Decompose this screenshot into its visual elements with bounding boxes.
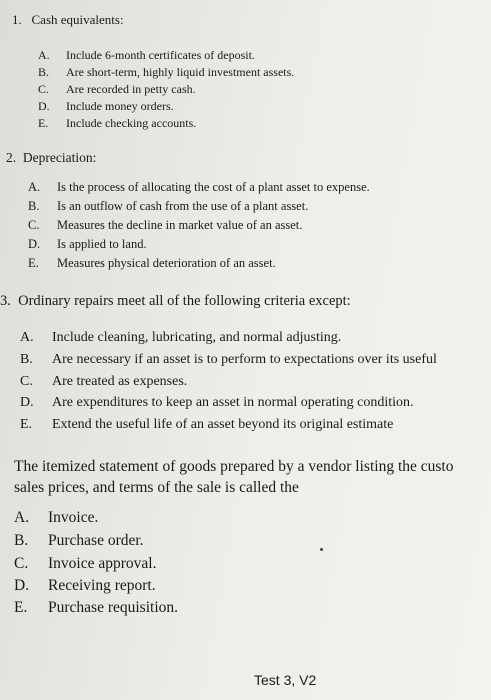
option-e [28,256,276,271]
option-a [38,48,255,63]
option-letter: A. [14,509,30,526]
option-letter: E. [38,116,49,130]
question-number: 2. [6,150,17,165]
option-letter: D. [38,99,50,113]
option-d [38,99,174,114]
option-text: Receiving report. [48,577,156,594]
option-text: Include money orders. [66,99,174,113]
option-a [14,509,98,527]
option-e [20,417,393,433]
question-prompt: Depreciation: [22,150,97,165]
option-text: Invoice approval. [48,555,157,572]
option-text: Purchase requisition. [48,599,179,616]
option-b [20,352,437,368]
question-4-prompt [14,456,453,498]
option-text: Include 6-month certificates of deposit. [66,48,255,62]
option-c [38,82,196,97]
question-3-title [0,293,351,310]
option-letter: B. [20,352,33,367]
question-2-title [6,150,96,166]
option-d [20,395,414,411]
option-text: Measures the decline in market value of an asset. [57,218,303,232]
option-text: Purchase order. [48,532,144,549]
option-letter: D. [28,237,41,251]
option-text: Is an outflow of cash from the use of a plant asset. [57,199,309,213]
option-letter: C. [38,82,50,96]
option-text: Is applied to land. [57,237,147,251]
option-text: Include cleaning, lubricating, and normal adjusting. [52,330,342,345]
option-e [38,116,196,131]
option-c [28,218,302,233]
question-1-title [12,12,124,28]
option-a [20,330,341,346]
option-letter: D. [14,577,30,594]
option-b [14,532,144,550]
option-text: Are necessary if an asset is to perform to expectations over its useful [52,352,437,367]
question-number: 3. [0,293,11,309]
option-d [28,237,147,252]
option-e [14,599,178,617]
option-letter: C. [14,555,29,572]
option-text: Are treated as expenses. [52,374,188,389]
option-text: Invoice. [48,509,99,526]
question-number: 1. [12,12,22,27]
option-letter: E. [28,256,39,270]
option-letter: E. [14,599,28,616]
option-letter: A. [38,48,50,62]
option-letter: A. [20,330,34,345]
option-d [14,577,156,595]
option-text: Include checking accounts. [66,116,197,130]
option-text: Are short-term, highly liquid investment assets. [66,65,295,79]
option-text: Extend the useful life of an asset beyond its original estimate [52,417,394,432]
option-letter: E. [20,417,33,432]
ink-speck [320,548,323,551]
question-prompt: Ordinary repairs meet all of the following criteria except: [18,293,351,309]
question-prompt: Cash equivalents: [31,12,124,27]
question-prompt-line2: sales prices, and terms of the sale is called the [14,479,299,496]
option-text: Is the process of allocating the cost of a plant asset to expense. [57,180,370,194]
option-text: Are expenditures to keep an asset in normal operating condition. [52,395,414,410]
option-letter: A. [28,180,41,194]
option-letter: C. [28,218,40,232]
option-text: Are recorded in petty cash. [66,82,196,96]
option-letter: D. [20,395,34,410]
test-version-footer: Test 3, V2 [254,672,317,688]
option-a [28,180,370,195]
option-text: Measures physical deterioration of an asset. [57,256,276,270]
option-letter: B. [28,199,40,213]
option-b [38,65,294,80]
option-c [20,374,187,390]
option-letter: B. [38,65,50,79]
option-b [28,199,308,214]
option-letter: B. [14,532,29,549]
question-prompt-line1: The itemized statement of goods prepared by a vendor listing the custo [14,458,454,475]
option-c [14,555,156,573]
option-letter: C. [20,374,33,389]
